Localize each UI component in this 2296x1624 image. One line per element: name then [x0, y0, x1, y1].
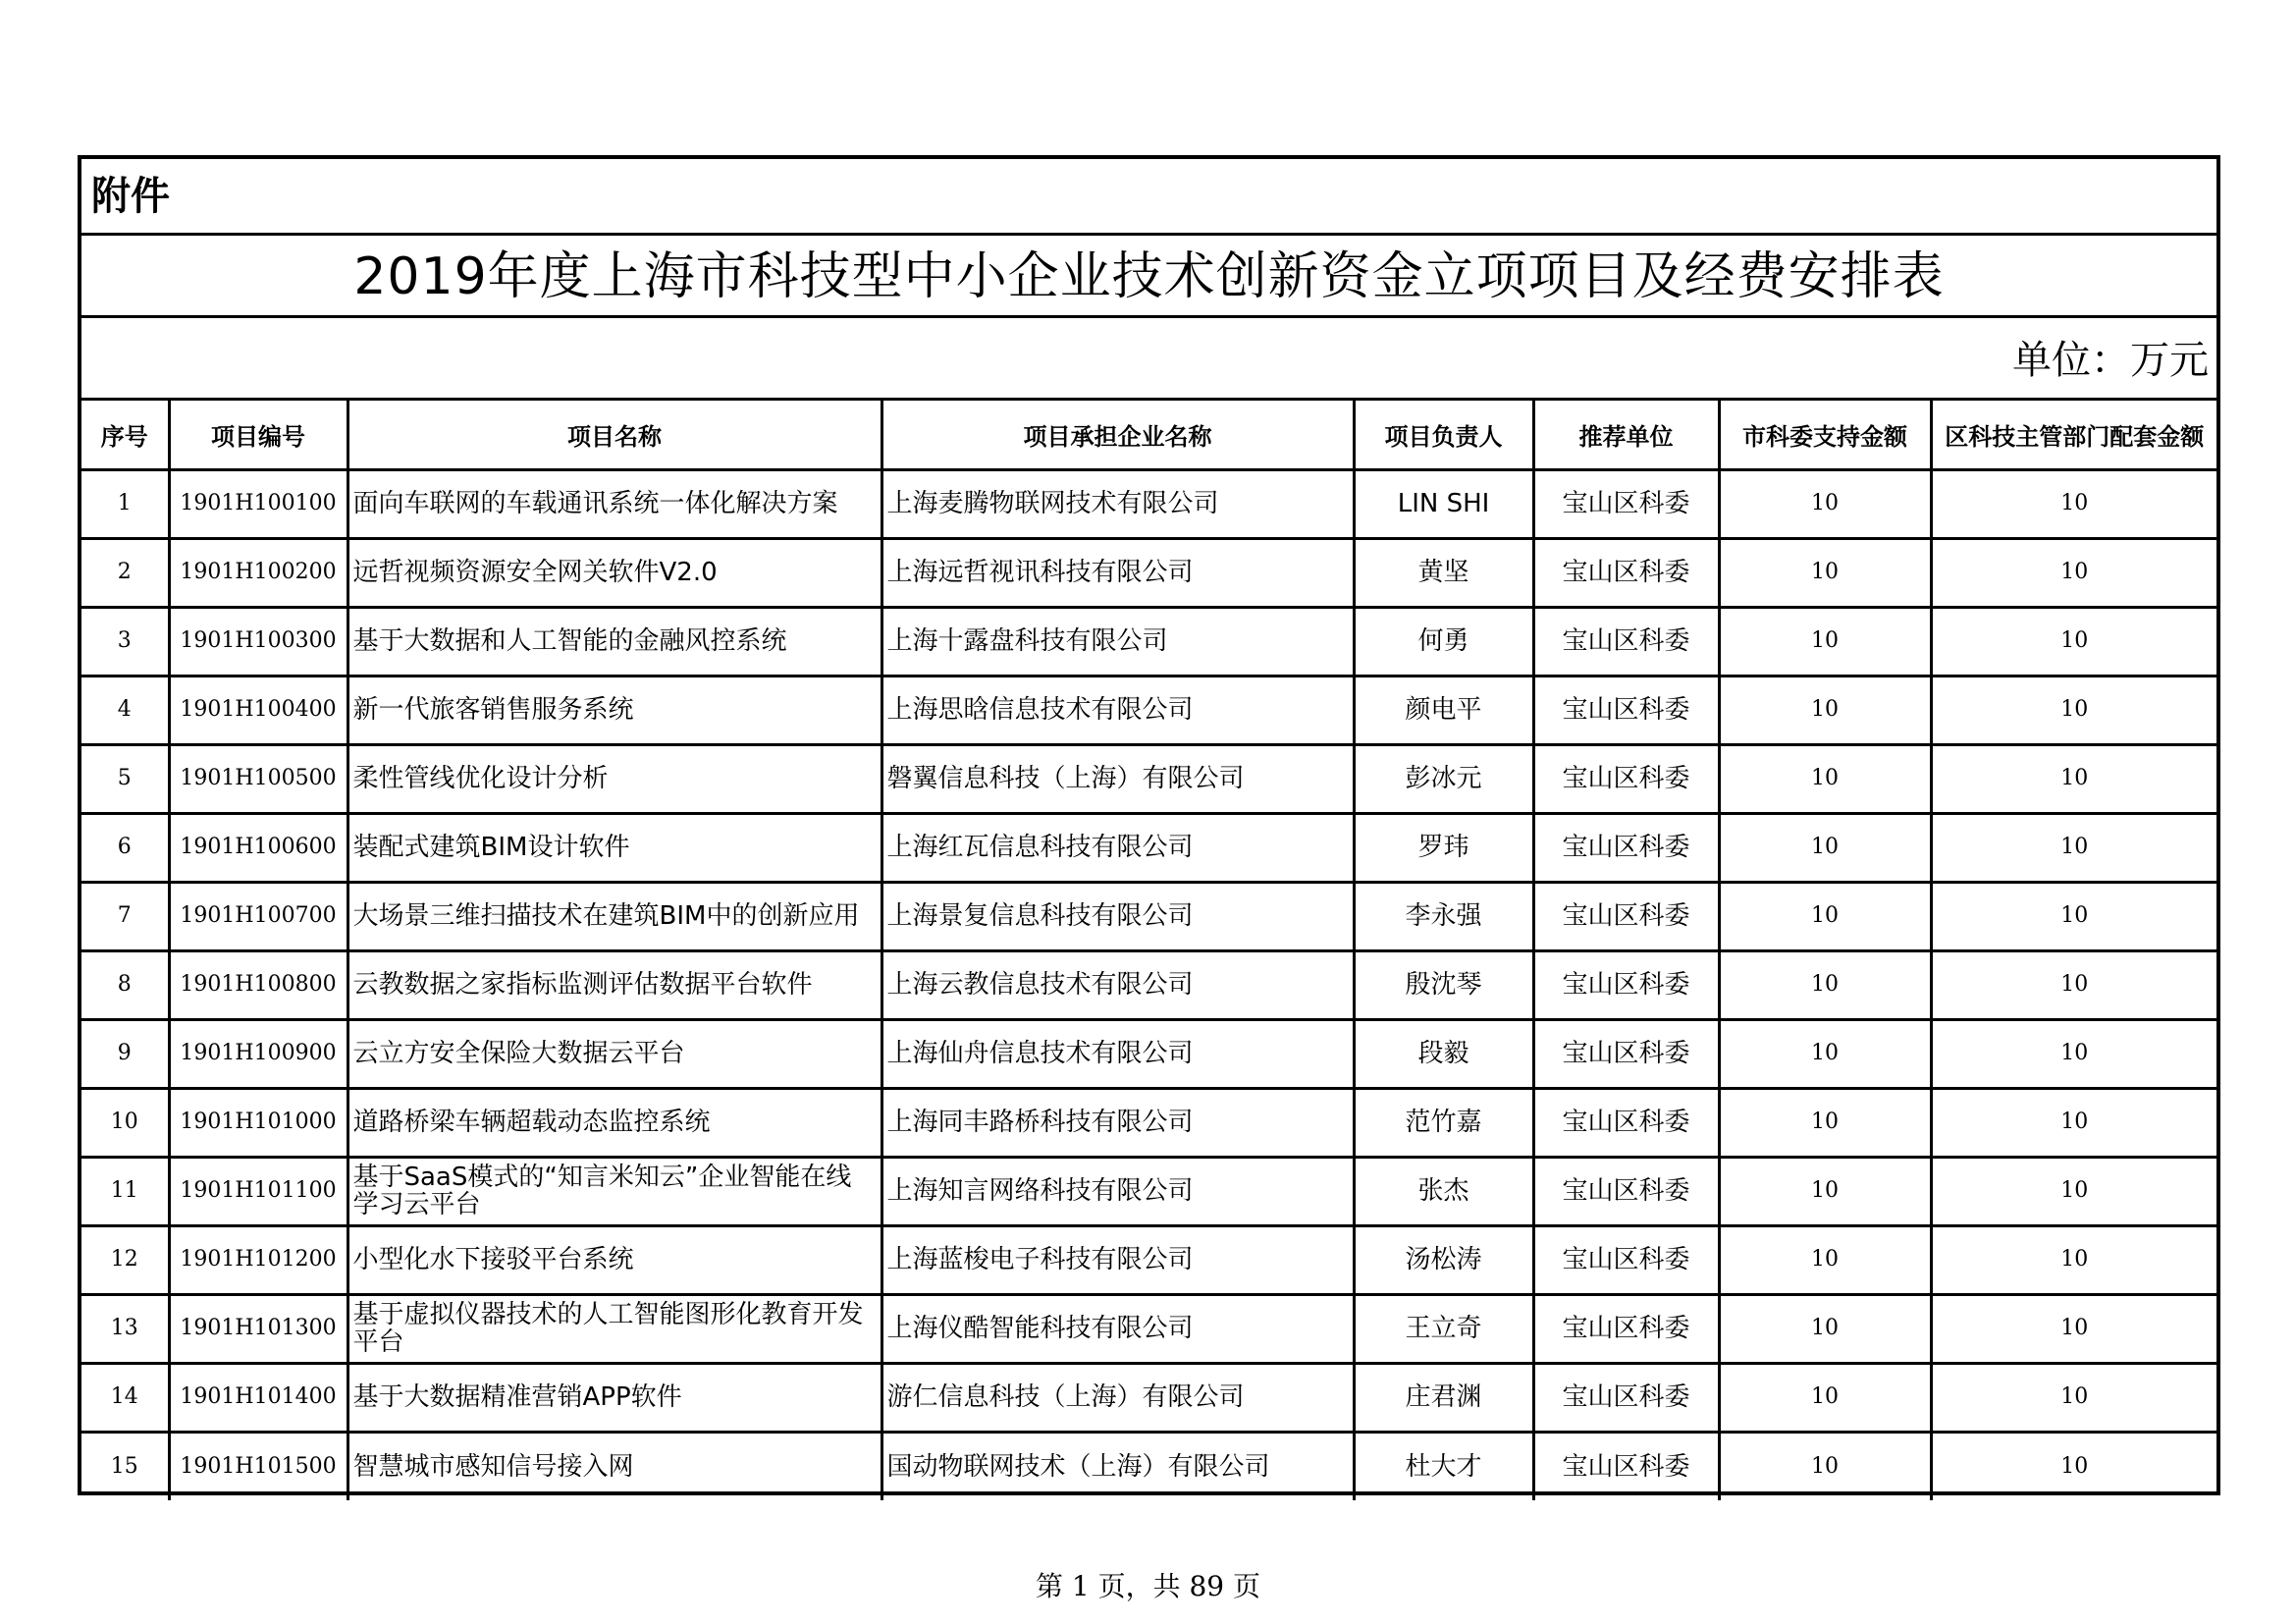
cell-index: 1: [81, 469, 169, 538]
cell-project-name: 面向车联网的车载通讯系统一体化解决方案: [347, 469, 881, 538]
cell-recommending-unit: 宝山区科委: [1533, 950, 1719, 1019]
cell-district-matching-amount: 10: [1931, 1157, 2216, 1225]
table-row: [81, 1157, 2216, 1225]
cell-project-leader: 段毅: [1354, 1019, 1533, 1088]
cell-project-name: 柔性管线优化设计分析: [347, 744, 881, 813]
cell-project-leader: 李永强: [1354, 882, 1533, 950]
cell-project-leader: 彭冰元: [1354, 744, 1533, 813]
cell-recommending-unit: 宝山区科委: [1533, 813, 1719, 882]
cell-company-name: 上海知言网络科技有限公司: [881, 1157, 1354, 1225]
cell-index: 11: [81, 1157, 169, 1225]
cell-project-name: 基于大数据和人工智能的金融风控系统: [347, 607, 881, 676]
cell-index: 9: [81, 1019, 169, 1088]
cell-city-support-amount: 10: [1719, 882, 1931, 950]
cell-project-code: 1901H100600: [169, 813, 347, 882]
cell-district-matching-amount: 10: [1931, 1019, 2216, 1088]
cell-index: 10: [81, 1088, 169, 1157]
cell-company-name: 国动物联网技术（上海）有限公司: [881, 1432, 1354, 1500]
cell-project-name: 基于大数据精准营销APP软件: [347, 1363, 881, 1432]
cell-project-leader: 颜电平: [1354, 676, 1533, 744]
table-row: [81, 950, 2216, 1019]
cell-index: 12: [81, 1225, 169, 1294]
header-recommending-unit: 推荐单位: [1533, 401, 1719, 469]
cell-company-name: 磐翼信息科技（上海）有限公司: [881, 744, 1354, 813]
cell-city-support-amount: 10: [1719, 1019, 1931, 1088]
table-row: [81, 1432, 2216, 1500]
cell-project-leader: 黄坚: [1354, 538, 1533, 607]
header-index: 序号: [81, 401, 169, 469]
cell-project-leader: 殷沈琴: [1354, 950, 1533, 1019]
cell-project-code: 1901H100800: [169, 950, 347, 1019]
cell-project-leader: 罗玮: [1354, 813, 1533, 882]
cell-recommending-unit: 宝山区科委: [1533, 1088, 1719, 1157]
table-row: [81, 1088, 2216, 1157]
cell-project-code: 1901H100200: [169, 538, 347, 607]
cell-city-support-amount: 10: [1719, 607, 1931, 676]
cell-project-leader: 汤松涛: [1354, 1225, 1533, 1294]
cell-district-matching-amount: 10: [1931, 744, 2216, 813]
cell-recommending-unit: 宝山区科委: [1533, 538, 1719, 607]
cell-city-support-amount: 10: [1719, 813, 1931, 882]
cell-district-matching-amount: 10: [1931, 882, 2216, 950]
cell-index: 3: [81, 607, 169, 676]
cell-company-name: 游仁信息科技（上海）有限公司: [881, 1363, 1354, 1432]
table-row: [81, 1294, 2216, 1363]
table-row: [81, 1225, 2216, 1294]
cell-recommending-unit: 宝山区科委: [1533, 1363, 1719, 1432]
attachment-band: [81, 159, 2216, 236]
cell-recommending-unit: 宝山区科委: [1533, 1225, 1719, 1294]
cell-city-support-amount: 10: [1719, 1088, 1931, 1157]
document-sheet: [78, 155, 2220, 1495]
project-table: [81, 401, 2216, 1500]
cell-city-support-amount: 10: [1719, 950, 1931, 1019]
cell-city-support-amount: 10: [1719, 744, 1931, 813]
cell-recommending-unit: 宝山区科委: [1533, 1294, 1719, 1363]
cell-recommending-unit: 宝山区科委: [1533, 744, 1719, 813]
cell-recommending-unit: 宝山区科委: [1533, 882, 1719, 950]
cell-project-code: 1901H101100: [169, 1157, 347, 1225]
cell-city-support-amount: 10: [1719, 1294, 1931, 1363]
cell-district-matching-amount: 10: [1931, 1088, 2216, 1157]
cell-project-name: 装配式建筑BIM设计软件: [347, 813, 881, 882]
cell-project-name: 大场景三维扫描技术在建筑BIM中的创新应用: [347, 882, 881, 950]
cell-district-matching-amount: 10: [1931, 813, 2216, 882]
cell-company-name: 上海云教信息技术有限公司: [881, 950, 1354, 1019]
cell-project-code: 1901H101400: [169, 1363, 347, 1432]
table-row: [81, 538, 2216, 607]
cell-company-name: 上海景复信息科技有限公司: [881, 882, 1354, 950]
cell-project-name: 云教数据之家指标监测评估数据平台软件: [347, 950, 881, 1019]
cell-company-name: 上海同丰路桥科技有限公司: [881, 1088, 1354, 1157]
cell-company-name: 上海仙舟信息技术有限公司: [881, 1019, 1354, 1088]
table-row: [81, 882, 2216, 950]
header-project-code: 项目编号: [169, 401, 347, 469]
cell-project-name: 基于虚拟仪器技术的人工智能图形化教育开发平台: [347, 1294, 881, 1363]
cell-index: 5: [81, 744, 169, 813]
cell-recommending-unit: 宝山区科委: [1533, 1432, 1719, 1500]
cell-recommending-unit: 宝山区科委: [1533, 1157, 1719, 1225]
unit-band: [81, 318, 2216, 401]
cell-project-code: 1901H100900: [169, 1019, 347, 1088]
header-project-name: 项目名称: [347, 401, 881, 469]
header-district-matching-amount: 区科技主管部门配套金额: [1931, 401, 2216, 469]
cell-project-leader: 杜大才: [1354, 1432, 1533, 1500]
cell-project-name: 基于SaaS模式的“知言米知云”企业智能在线学习云平台: [347, 1157, 881, 1225]
cell-index: 8: [81, 950, 169, 1019]
cell-project-name: 新一代旅客销售服务系统: [347, 676, 881, 744]
cell-project-code: 1901H100500: [169, 744, 347, 813]
table-row: [81, 676, 2216, 744]
cell-recommending-unit: 宝山区科委: [1533, 1019, 1719, 1088]
cell-index: 13: [81, 1294, 169, 1363]
cell-company-name: 上海麦腾物联网技术有限公司: [881, 469, 1354, 538]
cell-project-leader: LIN SHI: [1354, 469, 1533, 538]
cell-company-name: 上海思晗信息技术有限公司: [881, 676, 1354, 744]
cell-city-support-amount: 10: [1719, 538, 1931, 607]
header-city-support-amount: 市科委支持金额: [1719, 401, 1931, 469]
cell-index: 7: [81, 882, 169, 950]
cell-project-leader: 庄君渊: [1354, 1363, 1533, 1432]
cell-index: 6: [81, 813, 169, 882]
table-row: [81, 1363, 2216, 1432]
cell-district-matching-amount: 10: [1931, 1294, 2216, 1363]
cell-project-name: 道路桥梁车辆超载动态监控系统: [347, 1088, 881, 1157]
cell-district-matching-amount: 10: [1931, 607, 2216, 676]
cell-district-matching-amount: 10: [1931, 676, 2216, 744]
header-company-name: 项目承担企业名称: [881, 401, 1354, 469]
cell-project-code: 1901H100300: [169, 607, 347, 676]
cell-project-code: 1901H101000: [169, 1088, 347, 1157]
cell-index: 14: [81, 1363, 169, 1432]
table-row: [81, 744, 2216, 813]
cell-project-name: 小型化水下接驳平台系统: [347, 1225, 881, 1294]
cell-project-code: 1901H101500: [169, 1432, 347, 1500]
table-row: [81, 607, 2216, 676]
table-header-row: [81, 401, 2216, 469]
cell-district-matching-amount: 10: [1931, 950, 2216, 1019]
cell-district-matching-amount: 10: [1931, 1225, 2216, 1294]
cell-district-matching-amount: 10: [1931, 1363, 2216, 1432]
title-band: [81, 236, 2216, 318]
cell-project-leader: 何勇: [1354, 607, 1533, 676]
cell-city-support-amount: 10: [1719, 676, 1931, 744]
cell-project-code: 1901H101200: [169, 1225, 347, 1294]
cell-recommending-unit: 宝山区科委: [1533, 676, 1719, 744]
cell-recommending-unit: 宝山区科委: [1533, 607, 1719, 676]
cell-city-support-amount: 10: [1719, 469, 1931, 538]
cell-company-name: 上海仪酷智能科技有限公司: [881, 1294, 1354, 1363]
cell-city-support-amount: 10: [1719, 1432, 1931, 1500]
cell-district-matching-amount: 10: [1931, 1432, 2216, 1500]
cell-project-leader: 王立奇: [1354, 1294, 1533, 1363]
cell-project-leader: 张杰: [1354, 1157, 1533, 1225]
cell-project-name: 云立方安全保险大数据云平台: [347, 1019, 881, 1088]
cell-company-name: 上海蓝梭电子科技有限公司: [881, 1225, 1354, 1294]
cell-recommending-unit: 宝山区科委: [1533, 469, 1719, 538]
cell-company-name: 上海十露盘科技有限公司: [881, 607, 1354, 676]
cell-project-code: 1901H101300: [169, 1294, 347, 1363]
cell-company-name: 上海红瓦信息科技有限公司: [881, 813, 1354, 882]
cell-city-support-amount: 10: [1719, 1363, 1931, 1432]
cell-project-code: 1901H100700: [169, 882, 347, 950]
cell-district-matching-amount: 10: [1931, 469, 2216, 538]
cell-city-support-amount: 10: [1719, 1225, 1931, 1294]
cell-company-name: 上海远哲视讯科技有限公司: [881, 538, 1354, 607]
cell-project-code: 1901H100400: [169, 676, 347, 744]
table-row: [81, 813, 2216, 882]
page-footer: 第 1 页，共 89 页: [1035, 1570, 1261, 1602]
cell-project-leader: 范竹嘉: [1354, 1088, 1533, 1157]
unit-label: 单位：万元: [2012, 338, 2209, 383]
cell-project-name: 远哲视频资源安全网关软件V2.0: [347, 538, 881, 607]
header-project-leader: 项目负责人: [1354, 401, 1533, 469]
cell-index: 15: [81, 1432, 169, 1500]
cell-index: 2: [81, 538, 169, 607]
table-row: [81, 469, 2216, 538]
document-title: 2019年度上海市科技型中小企业技术创新资金立项项目及经费安排表: [353, 247, 1945, 306]
cell-project-code: 1901H100100: [169, 469, 347, 538]
cell-index: 4: [81, 676, 169, 744]
cell-city-support-amount: 10: [1719, 1157, 1931, 1225]
table-row: [81, 1019, 2216, 1088]
cell-district-matching-amount: 10: [1931, 538, 2216, 607]
cell-project-name: 智慧城市感知信号接入网: [347, 1432, 881, 1500]
attachment-label: 附件: [91, 174, 170, 219]
